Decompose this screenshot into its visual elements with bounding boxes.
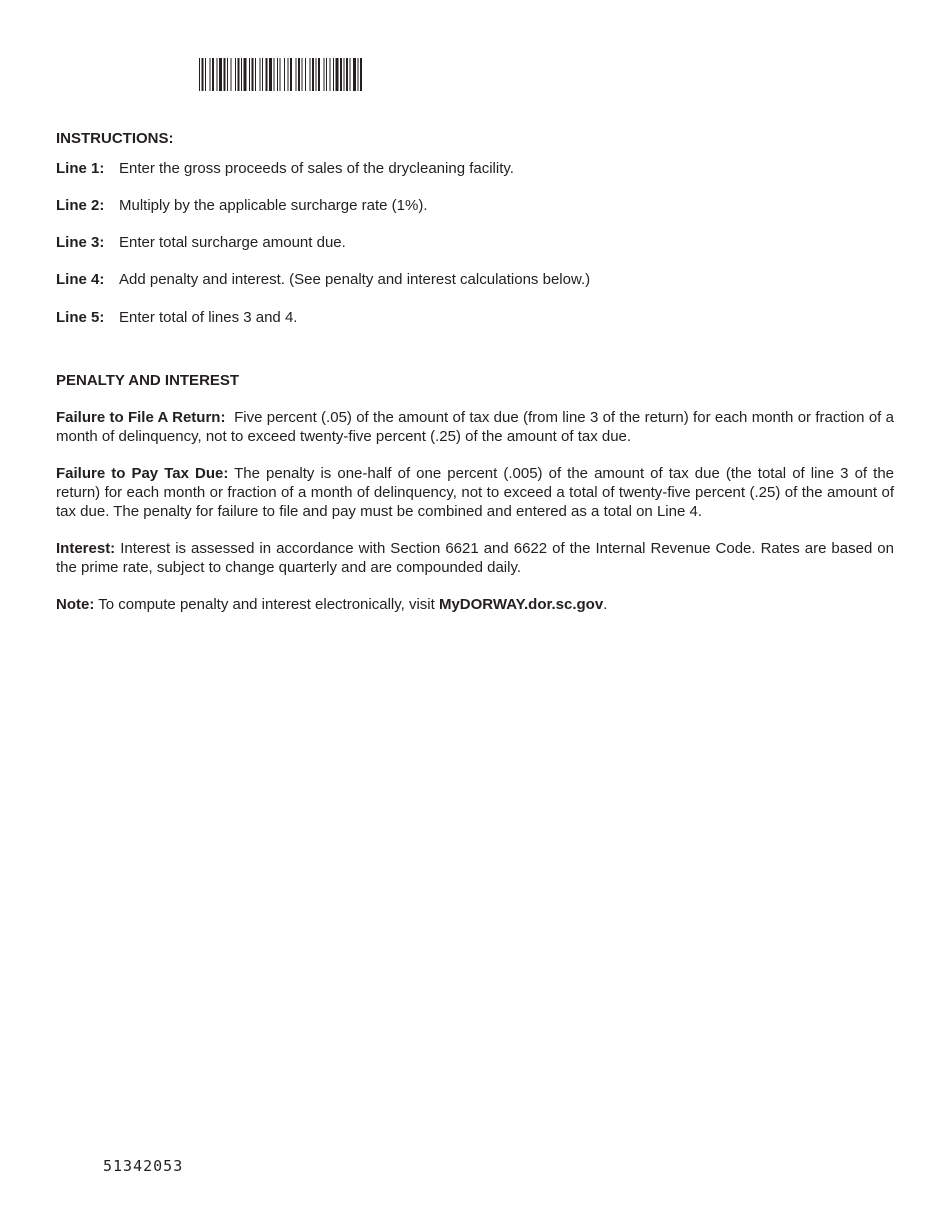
penalty-heading: PENALTY AND INTEREST: [56, 372, 240, 389]
line-label: Line 1:: [56, 160, 105, 177]
line-text: Enter total surcharge amount due.: [119, 234, 346, 251]
line-label: Line 5:: [56, 309, 105, 326]
note-paragraph: [56, 595, 894, 614]
failure-to-pay-label: Failure to Pay Tax Due:: [56, 465, 229, 482]
instruction-line-3: [56, 233, 346, 252]
instruction-line-1: [56, 159, 514, 178]
failure-to-file-label: Failure to File A Return:: [56, 409, 226, 426]
note-end: .: [603, 596, 608, 613]
note-label: Note:: [56, 596, 95, 613]
instructions-heading: INSTRUCTIONS:: [56, 130, 174, 147]
instruction-line-4: [56, 270, 590, 289]
line-label: Line 4:: [56, 271, 105, 288]
line-text: Enter total of lines 3 and 4.: [119, 309, 298, 326]
instruction-line-5: [56, 308, 297, 327]
failure-to-pay-text: The penalty is one-half of one percent (.005) of the amount of tax due (the total of line 3 of the return) for each month or fraction of a month of delinquency, not to exceed a total of twenty-five percent (.25) of the amount of tax due. The penalty for failure to file and pay must be combined and entered as a total on Line 4.: [56, 465, 894, 520]
mydorway-link[interactable]: MyDORWAY.dor.sc.gov: [438, 596, 604, 613]
barcode-icon: [199, 58, 468, 91]
line-text: Enter the gross proceeds of sales of the drycleaning facility.: [119, 160, 514, 177]
form-number: 51342053: [103, 1157, 184, 1175]
interest-paragraph: [56, 539, 894, 577]
line-label: Line 2:: [56, 197, 105, 214]
interest-text: Interest is assessed in accordance with Section 6621 and 6622 of the Internal Revenue Code. Rates are based on the prime rate, subject to change quarterly and are compounded daily.: [56, 540, 894, 576]
line-text: Add penalty and interest. (See penalty and interest calculations below.): [119, 271, 591, 288]
instruction-line-2: [56, 196, 427, 215]
note-text: To compute penalty and interest electronically, visit: [98, 596, 435, 613]
line-text: Multiply by the applicable surcharge rate (1%).: [119, 197, 428, 214]
line-label: Line 3:: [56, 234, 105, 251]
interest-label: Interest:: [56, 540, 116, 557]
failure-to-file-text: Five percent (.05) of the amount of tax due (from line 3 of the return) for each month or fraction of a month of delinquency, not to exceed twenty-five percent (.25) of the amount of tax due.: [56, 409, 894, 445]
failure-to-file-paragraph: [56, 408, 894, 446]
failure-to-pay-paragraph: [56, 464, 894, 521]
